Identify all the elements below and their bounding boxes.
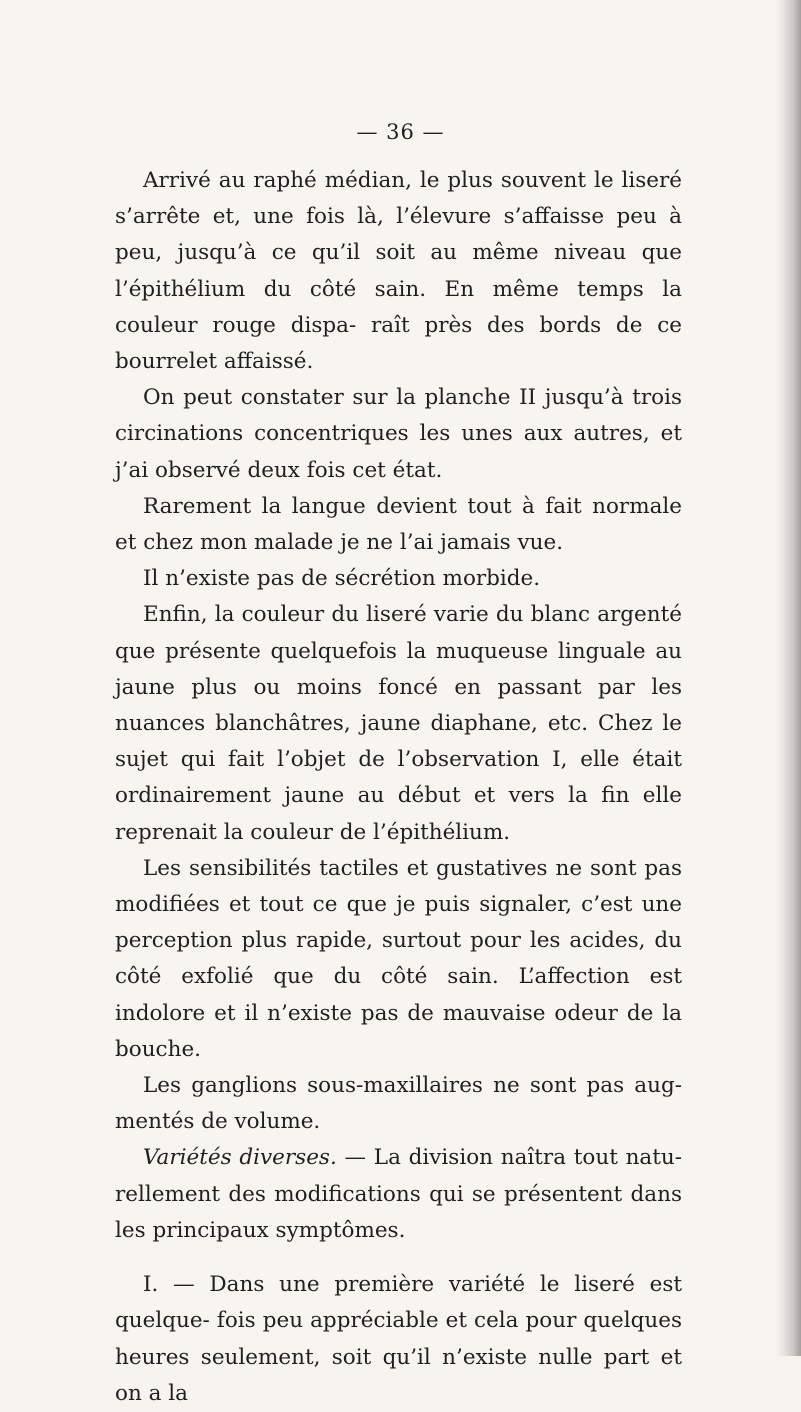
page-edge-shadow — [775, 0, 801, 1356]
section-paragraph — [115, 1140, 682, 1249]
paragraph: Les sensibilités tactiles et gustatives ne sont pas modifiées et tout ce que je puis signaler, c’est une perception plus rapide, surtout pour les acides, du côté exfolié que du côté sain. L’affection est indolore et il n’existe pas de mauvaise odeur de la bouche. — [115, 855, 682, 1062]
section-text: — La division naîtra tout natu- rellement des modifications qui se présentent dans les principaux symptômes. — [115, 1145, 682, 1243]
paragraph: Enfin, la couleur du liseré varie du blanc argenté que présente quelquefois la muqueuse linguale au jaune plus ou moins foncé en passant par les nuances blanchâtres, jaune diaphane, etc. Chez le sujet qui fait l’objet de l’observation I, elle était ordinairement jaune au début et vers la fin elle reprenait la couleur de l’épithélium. — [115, 602, 682, 845]
paragraph: Il n’existe pas de sécrétion morbide. — [143, 566, 541, 592]
paragraph: Les ganglions sous-maxillaires ne sont pas aug- mentés de volume. — [115, 1073, 682, 1135]
body-text — [115, 163, 682, 1412]
paragraph: Rarement la langue devient tout à fait normale et chez mon malade je ne l’ai jamais vue. — [115, 493, 682, 556]
section-heading: Variétés diverses. — [143, 1145, 337, 1171]
paragraph: On peut constater sur la planche II jusqu’à trois circinations concentriques les unes aux autres, et j’ai observé deux fois cet état. — [115, 385, 682, 483]
page-number: — 36 — — [356, 120, 445, 144]
paragraph: Arrivé au raphé médian, le plus souvent le liseré s’arrête et, une fois là, l’élevure s’affaisse peu à peu, jusqu’à ce qu’il soit au même niveau que l’épithélium du côté sain. En même temps la couleur rouge dispa- raît près des bords de ce bourrelet affaissé. — [115, 168, 682, 375]
paragraph: I. — Dans une première variété le liseré est quelque- fois peu appréciable et cela pour quelques heures seulement, soit qu’il n’existe nulle part et on a la — [115, 1272, 682, 1406]
